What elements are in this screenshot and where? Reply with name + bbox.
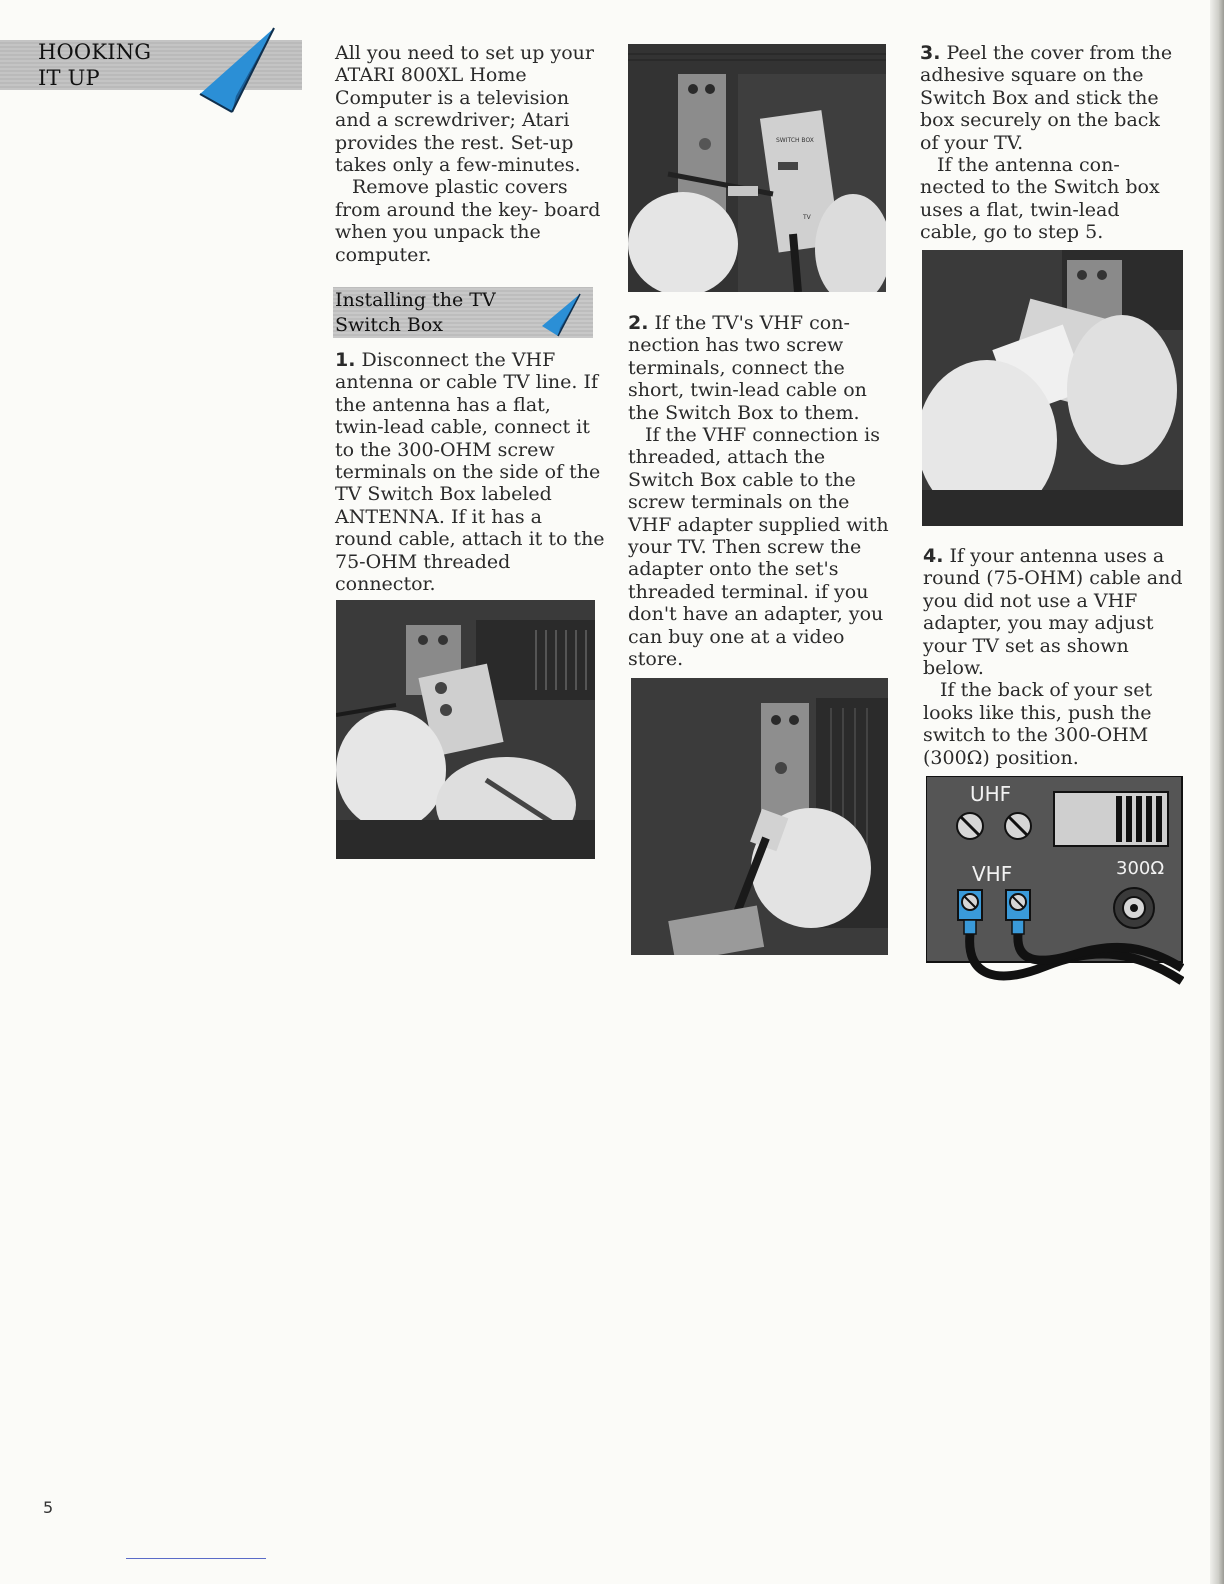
subsection-title-line-1: Installing the TV <box>335 289 496 311</box>
subsection-title <box>335 288 555 338</box>
subsection-title-line-2: Switch Box <box>335 314 444 336</box>
section-title-line-1: HOOKING <box>38 40 152 64</box>
photo-connect-antenna <box>336 600 595 859</box>
step-4-text: If your antenna uses a round (75-OHM) cable and you did not use a VHF adapter, you may adjust your TV set as shown below. <box>923 545 1183 680</box>
intro-column <box>335 42 605 266</box>
step-1-number: 1. <box>335 349 356 371</box>
wedge-icon-small <box>540 292 582 338</box>
photo-vhf-adapter <box>631 678 888 955</box>
footer-rule <box>126 1558 266 1559</box>
step-4-text-2: If the back of your set looks like this, push the switch to the 300-OHM (300Ω) position. <box>923 679 1153 769</box>
wedge-icon <box>196 26 278 116</box>
intro-paragraph-2: Remove plastic covers from around the key- board when you unpack the computer. <box>335 176 601 266</box>
step-1-text: Disconnect the VHF antenna or cable TV line. If the antenna has a flat, twin-lead cable, connect it to the 300-OHM screw terminals on the side of the TV Switch Box labeled ANTENNA. If it has a round cable, attach it to the 75-OHM threaded connector. <box>335 349 605 596</box>
section-title-line-2: IT UP <box>38 66 100 90</box>
step-2 <box>628 312 892 671</box>
page-edge <box>1210 0 1224 1584</box>
step-2-text-2: If the VHF connection is threaded, attach the Switch Box cable to the screw terminals on the VHF adapter supplied with your TV. Then screw the adapter onto the set's threaded terminal. if you don't have an adapter, you can buy one at a video store. <box>628 424 889 671</box>
step-2-text: If the TV's VHF con- nection has two screw terminals, connect the short, twin-lead cable on the Switch Box to them. <box>628 312 867 424</box>
step-4 <box>923 545 1185 769</box>
photo-switch-box-cable <box>628 44 886 292</box>
step-3-text: Peel the cover from the adhesive square on the Switch Box and stick the box securely on the back of your TV. <box>920 42 1173 154</box>
step-1 <box>335 349 605 595</box>
switch-box-label: SWITCH BOX <box>776 137 814 144</box>
intro-paragraph-1: All you need to set up your ATARI 800XL Home Computer is a television and a screwdriver; Atari provides the rest. Set-up takes only a few-minutes. <box>335 42 595 177</box>
photo-adhesive-square <box>922 250 1183 526</box>
step-3-number: 3. <box>920 42 941 64</box>
vhf-label: VHF <box>972 862 1013 886</box>
step-3 <box>920 42 1182 244</box>
step-3-text-2: If the antenna con- nected to the Switch box uses a flat, twin-lead cable, go to step 5. <box>920 154 1160 244</box>
ohm-label: 300Ω <box>1116 858 1165 879</box>
coax-icon <box>1114 888 1154 928</box>
tv-terminal-diagram <box>926 776 1184 986</box>
step-4-number: 4. <box>923 545 944 567</box>
step-2-number: 2. <box>628 312 649 334</box>
page-number: 5 <box>43 1498 54 1517</box>
tv-label: TV <box>803 214 811 221</box>
uhf-label: UHF <box>970 782 1012 806</box>
